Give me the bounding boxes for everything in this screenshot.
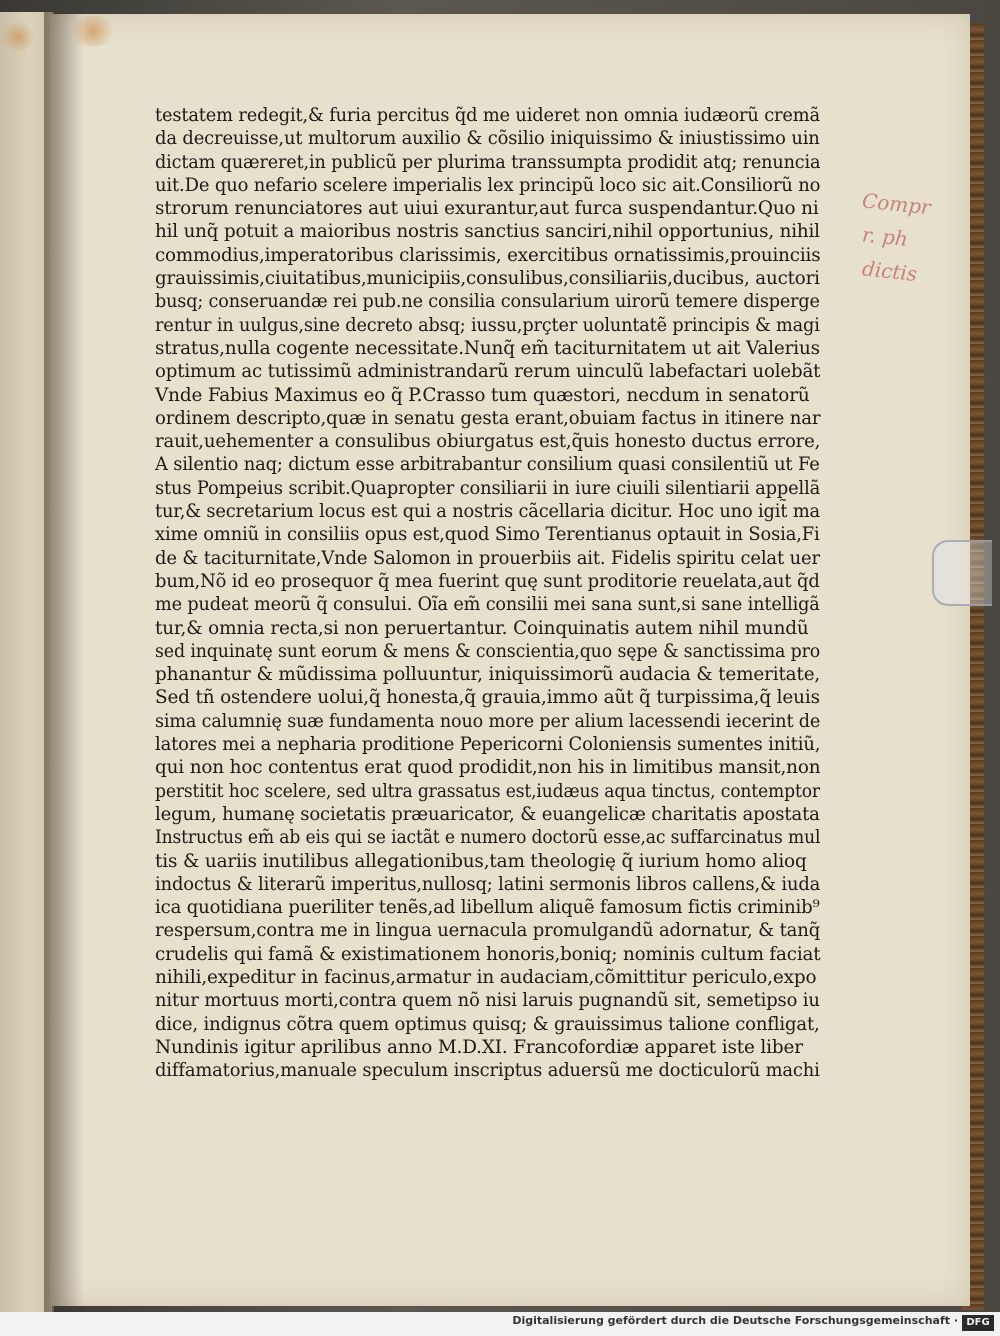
text-line: Instructus em̃ ab eis qui se iactãt e numero doctorũ esse,ac suffarcinatus mul <box>155 827 821 849</box>
text-line: crudelis qui famã & existimationem honoris,boniq; nominis cultum faciat <box>155 943 821 965</box>
text-line: phanantur & mũdissima polluuntur, iniquissimorũ audacia & temeritate, <box>155 664 821 686</box>
text-line: Sed tñ ostendere uolui,q̃ honesta,q̃ grauia,immo aũt q̃ turpissima,q̃ leuis <box>155 687 820 709</box>
text-line: legum, humanę societatis præuaricator, & euangelicæ charitatis apostata <box>155 803 820 825</box>
text-line: xime omniũ in consiliis opus est,quod Simo Terentianus optauit in Sosia,Fi <box>155 524 820 546</box>
text-line: stratus,nulla cogente necessitate.Nunq̃ em̃ taciturnitatem ut ait Valerius <box>155 337 820 359</box>
text-line: hil unq̃ potuit a maioribus nostris sanctius sanciri,nihil opportunius, nihil <box>155 221 820 243</box>
text-line: rauit,uehementer a consulibus obiurgatus est,q̃uis honesto ductus errore, <box>155 431 821 453</box>
gutter-shadow <box>44 12 84 1312</box>
text-line: perstitit hoc scelere, sed ultra grassatus est,iudæus aqua tinctus, contemptor <box>155 780 820 802</box>
text-line: ica quotidiana pueriliter tenẽs,ad libellum aliquẽ famosum fictis criminib⁹ <box>155 897 820 919</box>
margin-note-line: dictis <box>860 256 919 286</box>
stain-top <box>68 16 118 46</box>
text-line: A silentio naq; dictum esse arbitrabantur consilium quasi consilentiũ ut Fe <box>155 454 820 476</box>
text-line: Nundinis igitur aprilibus anno M.D.XI. Francofordiæ apparet iste liber <box>155 1036 803 1058</box>
text-line: nitur mortuus morti,contra quem nõ nisi laruis pugnandũ sit, semetipso iu <box>155 990 820 1012</box>
text-line: dice, indignus cõtra quem optimus quisq; & grauissimus talione confligat, <box>155 1013 820 1035</box>
stain-top-left <box>0 22 36 52</box>
margin-note-line: r. ph <box>860 222 910 252</box>
text-line: latores mei a nepharia proditione Pepericorni Coloniensis sumentes initiũ, <box>155 734 821 756</box>
text-line: diffamatorius,manuale speculum inscriptus aduersũ me docticulorũ machi <box>155 1060 820 1082</box>
text-line: da decreuisse,ut multorum auxilio & cõsilio iniquissimo & iniustissimo uin <box>155 128 820 150</box>
margin-note-line: Compr <box>860 188 932 220</box>
text-line: tur,& omnia recta,si non peruertantur. Coinquinatis autem nihil mundũ <box>155 617 809 639</box>
text-line: dictam quæreret,in publicũ per plurima transsumpta prodidit atq; renuncia <box>155 151 821 173</box>
text-line: uit.De quo nefario scelere imperialis lex principũ loco sic ait.Consiliorũ no <box>155 174 821 196</box>
text-line: bum,Nõ id eo prosequor q̃ mea fuerint quę sunt proditorie reuelata,aut q̃d <box>155 570 820 592</box>
text-line: testatem redegit,& furia percitus q̃d me uideret non omnia iudæorũ cremã <box>155 105 820 126</box>
text-line: Vnde Fabius Maximus eo q̃ P.Crasso tum quæstori, necdum in senatorũ <box>155 384 810 406</box>
text-line: stus Pompeius scribit.Quapropter consiliarii in iure ciuili silentiarii appellã <box>155 477 821 499</box>
text-line: optimum ac tutissimũ administrandarũ rerum uinculũ labefactari uolebãt <box>155 361 821 383</box>
text-line: sed inquinatę sunt eorum & mens & conscientia,quo sępe & sanctissima pro <box>155 640 821 662</box>
text-line: rentur in uulgus,sine decreto absq; iussu,prçter uoluntatẽ principis & magi <box>155 314 820 336</box>
text-line: tis & uariis inutilibus allegationibus,tam theologię q̃ iurium homo alioq <box>155 850 807 872</box>
text-line: busq; conseruandæ rei pub.ne consilia consularium uirorũ temere disperge <box>155 291 820 313</box>
text-line: respersum,contra me in lingua uernacula promulgandũ adornatur, & tanq̃ <box>155 920 821 942</box>
text-line: sima calumnię suæ fundamenta nouo more per alium lacessendi iecerint de <box>155 710 821 732</box>
handwritten-margin-note <box>862 188 952 290</box>
text-line: strorum renunciatores aut uiui exurantur,aut furca suspendantur.Quo ni <box>155 198 819 220</box>
dfg-logo: DFG <box>962 1315 994 1331</box>
text-line: de & taciturnitate,Vnde Salomon in prouerbiis ait. Fidelis spiritu celat uer <box>155 547 820 569</box>
text-line: grauissimis,ciuitatibus,municipiis,consulibus,consiliariis,ducibus, auctori <box>155 268 820 290</box>
text-line: indoctus & literarũ imperitus,nullosq; latini sermonis libros callens,& iuda <box>155 873 821 895</box>
text-line: qui non hoc contentus erat quod prodidit,non his in limitibus mansit,non <box>155 757 821 779</box>
text-line: ordinem descripto,quæ in senatu gesta erant,obuiam factus in itinere nar <box>155 407 821 429</box>
text-line: tur,& secretarium locus est qui a nostris cãcellaria dicitur. Hoc uno igit̃ ma <box>155 501 820 523</box>
text-line: commodius,imperatoribus clarissimis, exercitibus ornatissimis,prouinciis <box>155 244 821 266</box>
text-line: nihili,expeditur in facinus,armatur in audaciam,cõmittitur periculo,expo <box>155 966 817 988</box>
digitization-credit: Digitalisierung gefördert durch die Deutsche Forschungsgemeinschaft · <box>512 1314 958 1327</box>
text-line: me pudeat meorũ q̃ consului. Oĩa em̃ consilii mei sana sunt,si sane intelligã <box>155 594 820 616</box>
text-column <box>155 104 820 1082</box>
page-clip <box>932 540 992 606</box>
